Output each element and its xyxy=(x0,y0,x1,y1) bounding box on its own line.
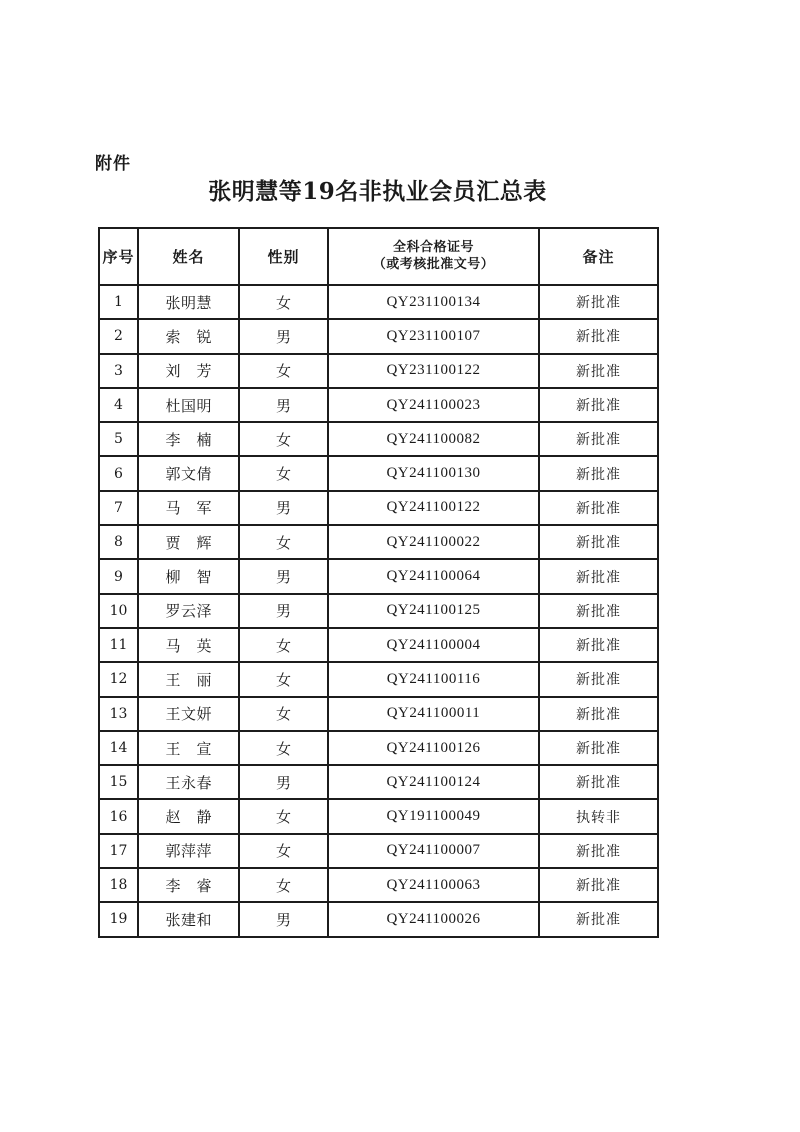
cell-index: 8 xyxy=(99,525,138,559)
attachment-label: 附件 xyxy=(95,154,131,174)
cell-cert: QY241100122 xyxy=(328,491,539,525)
table-row xyxy=(99,765,658,799)
table-row xyxy=(99,628,658,662)
cell-name xyxy=(138,319,239,353)
cell-remark: 新批准 xyxy=(539,285,658,319)
table-row xyxy=(99,799,658,833)
cell-name xyxy=(138,662,239,696)
cell-gender: 女 xyxy=(239,799,328,833)
cell-index: 14 xyxy=(99,731,138,765)
cell-name xyxy=(138,594,239,628)
cell-name xyxy=(138,456,239,490)
table-header-row xyxy=(99,228,658,285)
cell-name xyxy=(138,422,239,456)
cell-index: 18 xyxy=(99,868,138,902)
table-row xyxy=(99,525,658,559)
cell-name xyxy=(138,354,239,388)
member-name: 索锐 xyxy=(165,327,212,346)
cell-name xyxy=(138,697,239,731)
member-name: 马英 xyxy=(165,636,212,655)
cell-gender: 男 xyxy=(239,491,328,525)
table-row xyxy=(99,422,658,456)
cell-gender: 女 xyxy=(239,834,328,868)
table-row xyxy=(99,388,658,422)
cell-index: 13 xyxy=(99,697,138,731)
cell-index: 17 xyxy=(99,834,138,868)
member-name: 贾辉 xyxy=(165,533,212,552)
cell-cert: QY231100122 xyxy=(328,354,539,388)
cell-remark: 新批准 xyxy=(539,388,658,422)
cell-cert: QY241100125 xyxy=(328,594,539,628)
cell-index: 1 xyxy=(99,285,138,319)
page-title: 张明慧等19名非执业会员汇总表 xyxy=(208,178,547,205)
member-name: 张建和 xyxy=(165,910,212,929)
header-cert xyxy=(328,228,539,285)
cell-gender: 女 xyxy=(239,628,328,662)
cell-remark: 新批准 xyxy=(539,525,658,559)
cell-cert: QY241100004 xyxy=(328,628,539,662)
cell-gender: 男 xyxy=(239,594,328,628)
cell-cert: QY241100116 xyxy=(328,662,539,696)
member-name: 王丽 xyxy=(165,670,212,689)
cell-name xyxy=(138,731,239,765)
cell-cert: QY231100134 xyxy=(328,285,539,319)
table-row xyxy=(99,319,658,353)
member-name: 郭文倩 xyxy=(165,465,212,484)
table-row xyxy=(99,731,658,765)
cell-index: 7 xyxy=(99,491,138,525)
header-index: 序号 xyxy=(99,228,138,285)
cell-name xyxy=(138,491,239,525)
cell-remark: 新批准 xyxy=(539,319,658,353)
cell-cert: QY241100124 xyxy=(328,765,539,799)
cell-cert: QY241100082 xyxy=(328,422,539,456)
cell-name xyxy=(138,868,239,902)
table-body xyxy=(99,285,658,937)
table-row xyxy=(99,902,658,936)
member-name: 马军 xyxy=(165,499,212,518)
cell-gender: 男 xyxy=(239,388,328,422)
cell-gender: 女 xyxy=(239,422,328,456)
cell-gender: 女 xyxy=(239,456,328,490)
cell-gender: 男 xyxy=(239,319,328,353)
cell-index: 2 xyxy=(99,319,138,353)
cell-cert: QY191100049 xyxy=(328,799,539,833)
table-row xyxy=(99,662,658,696)
cell-remark: 新批准 xyxy=(539,697,658,731)
member-name: 王宣 xyxy=(165,739,212,758)
cell-cert: QY241100007 xyxy=(328,834,539,868)
cell-name xyxy=(138,765,239,799)
cell-remark: 新批准 xyxy=(539,594,658,628)
cell-gender: 男 xyxy=(239,765,328,799)
cell-name xyxy=(138,388,239,422)
table-row xyxy=(99,559,658,593)
cell-index: 19 xyxy=(99,902,138,936)
table-row xyxy=(99,285,658,319)
cell-name xyxy=(138,902,239,936)
cell-cert: QY241100011 xyxy=(328,697,539,731)
table-row xyxy=(99,834,658,868)
cell-name xyxy=(138,285,239,319)
cell-remark: 新批准 xyxy=(539,491,658,525)
cell-name xyxy=(138,799,239,833)
cell-remark: 新批准 xyxy=(539,456,658,490)
header-name: 姓名 xyxy=(138,228,239,285)
cell-gender: 女 xyxy=(239,731,328,765)
cell-remark: 新批准 xyxy=(539,354,658,388)
cell-cert: QY241100126 xyxy=(328,731,539,765)
cell-name xyxy=(138,559,239,593)
cell-remark: 执转非 xyxy=(539,799,658,833)
table-row xyxy=(99,354,658,388)
cell-remark: 新批准 xyxy=(539,765,658,799)
cell-index: 4 xyxy=(99,388,138,422)
cell-index: 11 xyxy=(99,628,138,662)
cell-remark: 新批准 xyxy=(539,422,658,456)
cell-remark: 新批准 xyxy=(539,662,658,696)
header-remark: 备注 xyxy=(539,228,658,285)
member-name: 罗云泽 xyxy=(165,602,212,621)
table-row xyxy=(99,491,658,525)
cell-gender: 女 xyxy=(239,662,328,696)
member-name: 李睿 xyxy=(165,876,212,895)
cell-cert: QY241100130 xyxy=(328,456,539,490)
header-gender: 性别 xyxy=(239,228,328,285)
members-table xyxy=(98,227,659,938)
cell-cert: QY231100107 xyxy=(328,319,539,353)
header-cert-line1: 全科合格证号 xyxy=(392,239,474,255)
table-row xyxy=(99,868,658,902)
member-name: 郭萍萍 xyxy=(165,842,212,861)
cell-name xyxy=(138,628,239,662)
member-name: 赵静 xyxy=(165,808,212,827)
cell-index: 15 xyxy=(99,765,138,799)
cell-cert: QY241100064 xyxy=(328,559,539,593)
member-name: 王永春 xyxy=(165,773,212,792)
cell-remark: 新批准 xyxy=(539,731,658,765)
cell-cert: QY241100026 xyxy=(328,902,539,936)
cell-remark: 新批准 xyxy=(539,834,658,868)
cell-gender: 男 xyxy=(239,902,328,936)
cell-cert: QY241100022 xyxy=(328,525,539,559)
member-name: 张明慧 xyxy=(165,293,212,312)
cell-cert: QY241100063 xyxy=(328,868,539,902)
cell-cert: QY241100023 xyxy=(328,388,539,422)
cell-index: 3 xyxy=(99,354,138,388)
cell-gender: 女 xyxy=(239,697,328,731)
cell-remark: 新批准 xyxy=(539,628,658,662)
cell-name xyxy=(138,525,239,559)
cell-index: 10 xyxy=(99,594,138,628)
table-row xyxy=(99,697,658,731)
member-name: 李楠 xyxy=(165,430,212,449)
cell-gender: 女 xyxy=(239,354,328,388)
member-name: 王文妍 xyxy=(165,705,212,724)
cell-index: 6 xyxy=(99,456,138,490)
cell-index: 5 xyxy=(99,422,138,456)
cell-gender: 男 xyxy=(239,559,328,593)
cell-name xyxy=(138,834,239,868)
cell-gender: 女 xyxy=(239,525,328,559)
cell-index: 16 xyxy=(99,799,138,833)
cell-remark: 新批准 xyxy=(539,902,658,936)
member-name: 杜国明 xyxy=(165,396,212,415)
table-row xyxy=(99,456,658,490)
member-name: 柳智 xyxy=(165,568,212,587)
header-cert-line2: （或考核批准文号） xyxy=(372,256,495,272)
cell-gender: 女 xyxy=(239,868,328,902)
cell-index: 12 xyxy=(99,662,138,696)
cell-remark: 新批准 xyxy=(539,559,658,593)
cell-remark: 新批准 xyxy=(539,868,658,902)
member-name: 刘芳 xyxy=(165,362,212,381)
cell-gender: 女 xyxy=(239,285,328,319)
table-row xyxy=(99,594,658,628)
cell-index: 9 xyxy=(99,559,138,593)
